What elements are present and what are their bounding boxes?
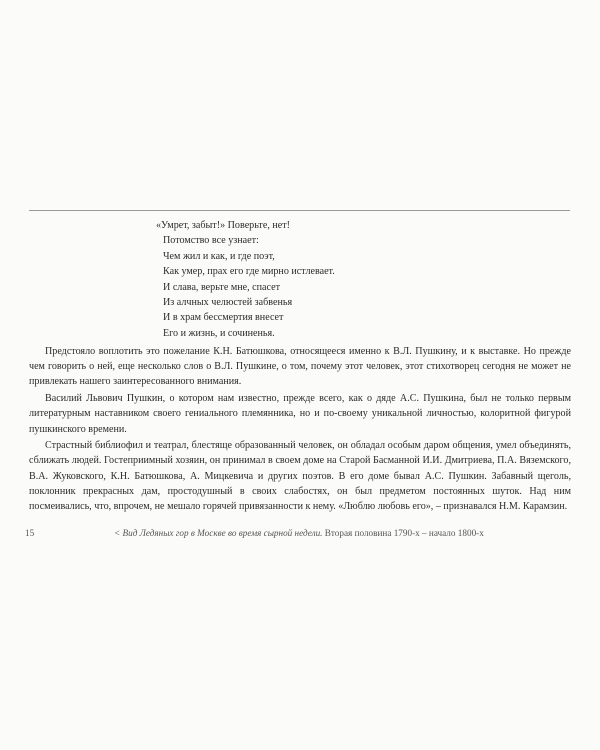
caption-title: < Вид Ледяных гор в Москве во время сырной недели. [114, 528, 323, 538]
poem-line: Как умер, прах его где мирно истлевает. [163, 266, 335, 278]
poem-line: И слава, верьте мне, спасет [163, 281, 281, 293]
poem-line: Его и жизнь, и сочиненья. [163, 327, 275, 339]
prose-block [29, 344, 571, 516]
poem-line: Из алчных челюстей забвенья [163, 297, 293, 309]
poem-line: И в храм бессмертия внесет [163, 312, 284, 324]
poem-block [156, 218, 456, 341]
paragraph: Василий Львович Пушкин, о котором нам известно, прежде всего, как о дяде А.С. Пушкина, был не только первым литературным наставником своего гениального племянника, но и по-своему уникальной личностью, колоритной фигурой пушкинского времени. [29, 393, 571, 435]
page-number: 15 [25, 528, 35, 538]
poem-line: «Умрет, забыт!» Поверьте, нет! [156, 220, 291, 231]
paragraph: Страстный библиофил и театрал, блестяще образованный человек, он обладал особым даром общения, умел объединять, сближать людей. Гостеприимный хозяин, он принимал в своем доме на Старой Басманной И.И. Дмитриева, П.А. Вяземского, В.А. Жуковского, К.Н. Батюшкова, А. Мицкевича и других поэтов. В его доме бывал А.С. Пушкин. Забавный щеголь, поклонник прекрасных дам, простодушный в своих слабостях, он был предметом постоянных шуток. Над ним посмеивались, что, впрочем, не мешало горячей привязанности к нему. «Люблю любовь его», – признавался Н.М. Карамзин. [29, 440, 571, 513]
top-rule [29, 210, 570, 211]
paragraph: Предстояло воплотить это пожелание К.Н. Батюшкова, относящееся именно к В.Л. Пушкину, и к выставке. Но прежде чем говорить о ней, еще несколько слов о В.Л. Пушкине, о том, почему этот человек, этот стихотворец сегодня не может не привлекать нашего заинтересованного внимания. [29, 346, 571, 388]
poem-line: Потомство все узнает: [163, 235, 259, 247]
poem-line: Чем жил и как, и где поэт, [163, 250, 275, 262]
caption-date: Вторая половина 1790-х – начало 1800-х [322, 528, 484, 538]
illustration-caption [114, 528, 484, 538]
